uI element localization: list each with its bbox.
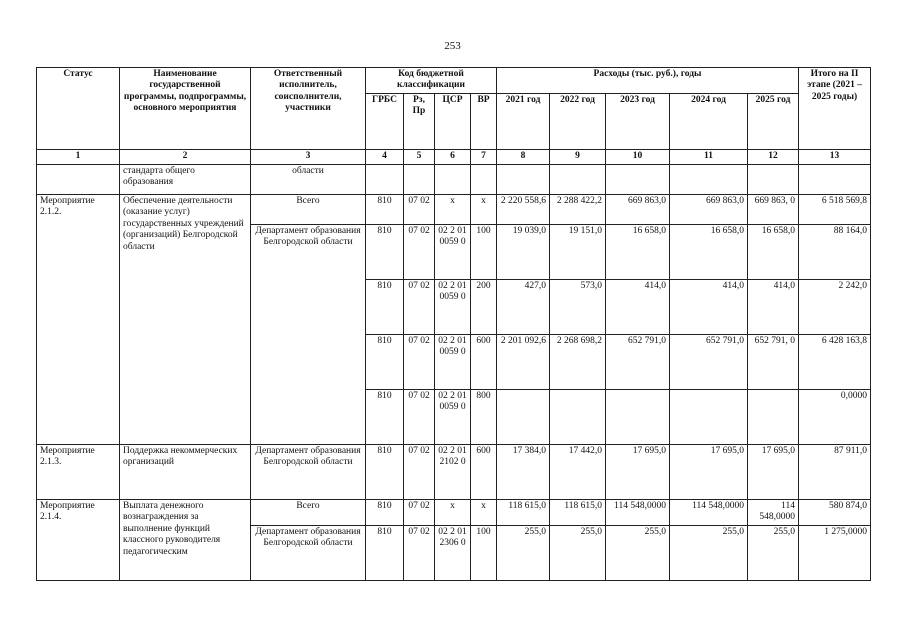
header-csr: ЦСР [435, 94, 471, 150]
table-row [37, 165, 871, 195]
value-2021: 255,0 [497, 526, 550, 581]
header-2023: 2023 год [606, 94, 670, 150]
table-row [37, 500, 871, 526]
csr-cell: 02 2 01 2306 0 [435, 526, 471, 581]
grbs-cell: 810 [366, 335, 404, 390]
value-2024: 255,0 [670, 526, 748, 581]
status-cell: Мероприятие 2.1.2. [37, 195, 120, 445]
name-cell: Выплата денежного вознаграждения за выполнение функций классного руководителя педагогическим [120, 500, 251, 581]
csr-cell: х [435, 500, 471, 526]
value-2023: 114 548,0000 [606, 500, 670, 526]
value-2025: 669 863, 0 [748, 195, 799, 225]
header-name: Наименование государственной программы, подпрограммы, основного мероприятия [120, 68, 251, 150]
value-total: 1 275,0000 [799, 526, 871, 581]
vr-cell: 600 [471, 335, 497, 390]
header-2022: 2022 год [550, 94, 606, 150]
header-status: Статус [37, 68, 120, 150]
value-2021: 2 220 558,6 [497, 195, 550, 225]
index-cell: 4 [366, 150, 404, 165]
value-2021: 17 384,0 [497, 445, 550, 500]
vr-cell: 200 [471, 280, 497, 335]
status-cell: Мероприятие 2.1.4. [37, 500, 120, 581]
value-total: 6 518 569,8 [799, 195, 871, 225]
value-total: 87 911,0 [799, 445, 871, 500]
csr-cell: 02 2 01 0059 0 [435, 390, 471, 445]
rzpr-cell: 07 02 [404, 445, 435, 500]
index-cell: 2 [120, 150, 251, 165]
header-total: Итого на II этапе (2021 – 2025 годы) [799, 68, 871, 150]
status-cell: Мероприятие 2.1.3. [37, 445, 120, 500]
value-total: 6 428 163,8 [799, 335, 871, 390]
value-total: 88 164,0 [799, 225, 871, 280]
value-2023: 414,0 [606, 280, 670, 335]
value-2023 [606, 390, 670, 445]
value-2022: 2 288 422,2 [550, 195, 606, 225]
rzpr-cell: 07 02 [404, 335, 435, 390]
header-expenses: Расходы (тыс. руб.), годы [497, 68, 799, 94]
index-cell: 10 [606, 150, 670, 165]
rzpr-cell: 07 02 [404, 500, 435, 526]
rzpr-cell: 07 02 [404, 195, 435, 225]
value-2022: 255,0 [550, 526, 606, 581]
value-2024 [670, 390, 748, 445]
page-number: 253 [444, 40, 461, 52]
csr-cell: 02 2 01 0059 0 [435, 225, 471, 280]
index-cell: 5 [404, 150, 435, 165]
executor-cell: Департамент образования Белгородской области [251, 225, 366, 445]
grbs-cell: 810 [366, 280, 404, 335]
name-cell: Поддержка некоммерческих организаций [120, 445, 251, 500]
rzpr-cell: 07 02 [404, 225, 435, 280]
grbs-cell: 810 [366, 445, 404, 500]
value-2022: 118 615,0 [550, 500, 606, 526]
value-2021: 118 615,0 [497, 500, 550, 526]
table-row [37, 195, 871, 225]
value-2022: 19 151,0 [550, 225, 606, 280]
rzpr-cell: 07 02 [404, 526, 435, 581]
grbs-cell: 810 [366, 390, 404, 445]
grbs-cell: 810 [366, 500, 404, 526]
index-cell: 7 [471, 150, 497, 165]
header-executor: Ответственный исполнитель, соисполнители, участники [251, 68, 366, 150]
csr-cell: 02 2 01 0059 0 [435, 335, 471, 390]
value-2021: 2 201 092,6 [497, 335, 550, 390]
value-2025: 652 791, 0 [748, 335, 799, 390]
index-cell: 8 [497, 150, 550, 165]
value-2022: 573,0 [550, 280, 606, 335]
header-grbs: ГРБС [366, 94, 404, 150]
value-total: 580 874,0 [799, 500, 871, 526]
value-2023: 17 695,0 [606, 445, 670, 500]
vr-cell: х [471, 500, 497, 526]
table-row [37, 445, 871, 500]
value-2024: 414,0 [670, 280, 748, 335]
vr-cell: 600 [471, 445, 497, 500]
index-cell: 13 [799, 150, 871, 165]
value-2021 [497, 390, 550, 445]
value-2024: 114 548,0000 [670, 500, 748, 526]
index-cell: 11 [670, 150, 748, 165]
value-2024: 17 695,0 [670, 445, 748, 500]
value-2022 [550, 390, 606, 445]
grbs-cell: 810 [366, 195, 404, 225]
value-2022: 2 268 698,2 [550, 335, 606, 390]
executor-cell: области [251, 165, 366, 195]
value-2025: 16 658,0 [748, 225, 799, 280]
value-2021: 427,0 [497, 280, 550, 335]
index-cell: 1 [37, 150, 120, 165]
value-2025: 17 695,0 [748, 445, 799, 500]
index-cell: 3 [251, 150, 366, 165]
grbs-cell: 810 [366, 526, 404, 581]
index-cell: 9 [550, 150, 606, 165]
value-2025 [748, 390, 799, 445]
value-2023: 16 658,0 [606, 225, 670, 280]
grbs-cell: 810 [366, 225, 404, 280]
executor-cell: Всего [251, 195, 366, 225]
header-rzpr: Рз, Пр [404, 94, 435, 150]
index-cell: 12 [748, 150, 799, 165]
csr-cell: 02 2 01 0059 0 [435, 280, 471, 335]
header-vr: ВР [471, 94, 497, 150]
header-2024: 2024 год [670, 94, 748, 150]
value-2024: 669 863,0 [670, 195, 748, 225]
name-cell: Обеспечение деятельности (оказание услуг) государственных учреждений (организаций) Белгородской области [120, 195, 251, 445]
rzpr-cell: 07 02 [404, 280, 435, 335]
executor-cell: Всего [251, 500, 366, 526]
value-2024: 16 658,0 [670, 225, 748, 280]
value-total: 0,0000 [799, 390, 871, 445]
value-2023: 652 791,0 [606, 335, 670, 390]
value-total: 2 242,0 [799, 280, 871, 335]
value-2023: 669 863,0 [606, 195, 670, 225]
vr-cell: 100 [471, 526, 497, 581]
value-2024: 652 791,0 [670, 335, 748, 390]
value-2022: 17 442,0 [550, 445, 606, 500]
header-2025: 2025 год [748, 94, 799, 150]
value-2021: 19 039,0 [497, 225, 550, 280]
vr-cell: 100 [471, 225, 497, 280]
csr-cell: 02 2 01 2102 0 [435, 445, 471, 500]
value-2023: 255,0 [606, 526, 670, 581]
header-row [37, 68, 871, 94]
vr-cell: 800 [471, 390, 497, 445]
csr-cell: х [435, 195, 471, 225]
vr-cell: х [471, 195, 497, 225]
value-2025: 255,0 [748, 526, 799, 581]
rzpr-cell: 07 02 [404, 390, 435, 445]
executor-cell: Департамент образования Белгородской области [251, 526, 366, 581]
value-2025: 414,0 [748, 280, 799, 335]
budget-table [36, 67, 871, 581]
column-index-row [37, 150, 871, 165]
value-2025: 114 548,0000 [748, 500, 799, 526]
executor-cell: Департамент образования Белгородской области [251, 445, 366, 500]
name-cell: стандарта общего образования [120, 165, 251, 195]
header-2021: 2021 год [497, 94, 550, 150]
index-cell: 6 [435, 150, 471, 165]
header-budget-code: Код бюджетной классификации [366, 68, 497, 94]
